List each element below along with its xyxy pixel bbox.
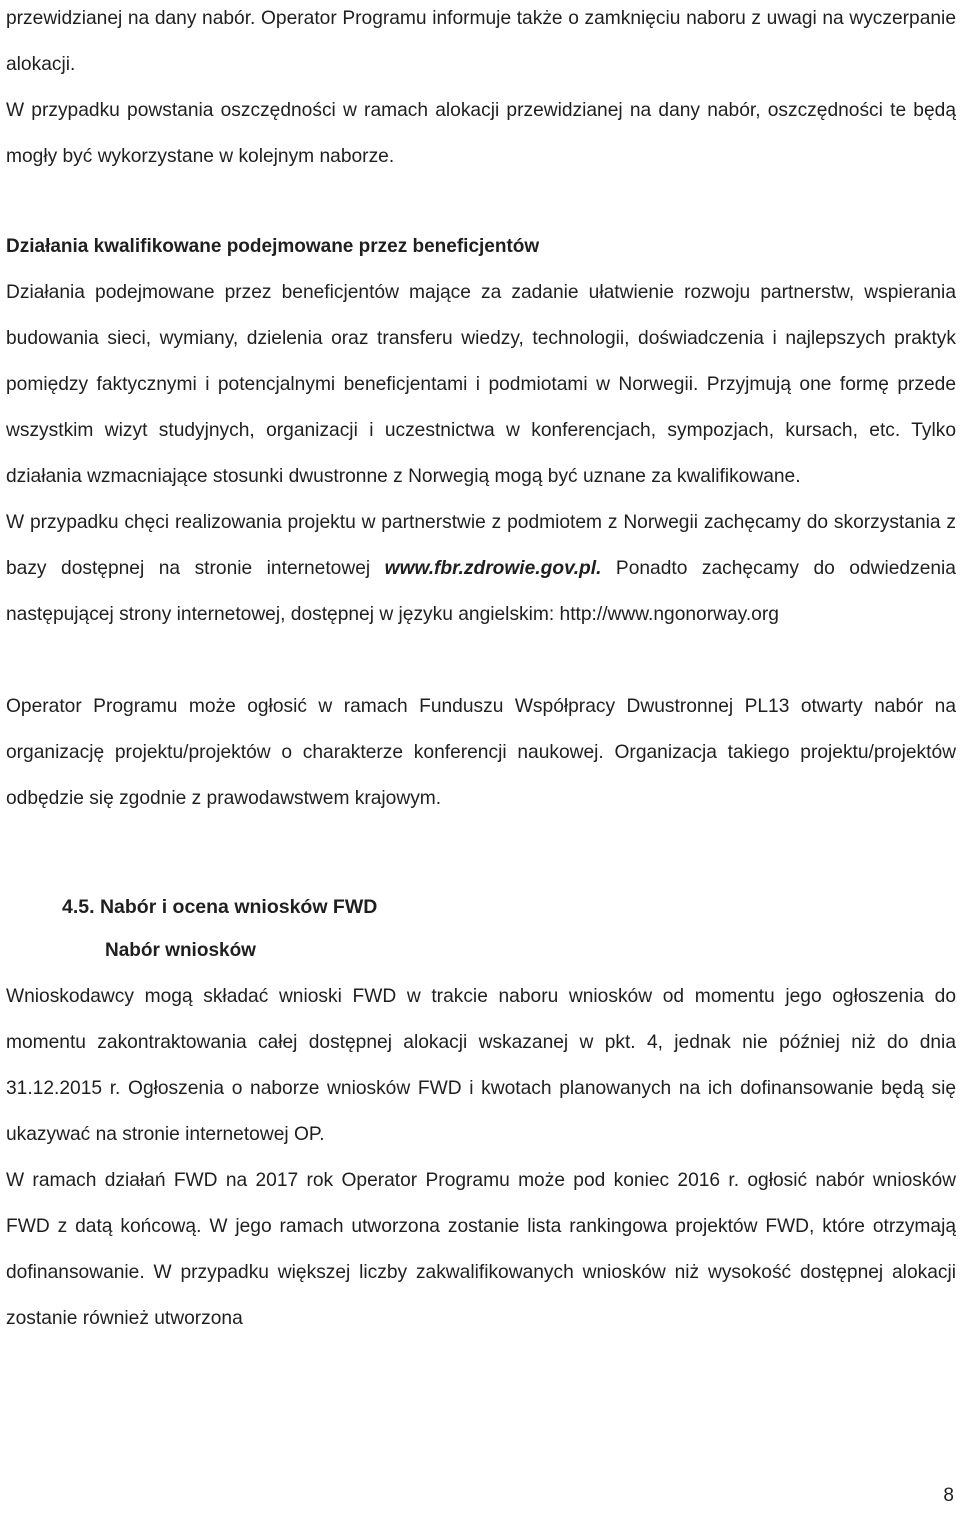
section-subtitle: Nabór wniosków: [105, 940, 256, 961]
recruitment-text-2: W ramach działań FWD na 2017 rok Operator Programu może pod koniec 2016 r. ogłosić nabór wniosków FWD z datą końcową. W jego ramach utworzona zostanie lista rankingowa projektów FWD, które otrzymają dofinansowanie. W przypadku większej liczby zakwalifikowanych wniosków niż wysokość dostępnej alokacji zostanie również utworzona: [6, 1170, 956, 1329]
intro-text-2: W przypadku powstania oszczędności w ramach alokacji przewidzianej na dany nabór, oszczędności te będą mogły być wykorzystane w kolejnym naborze.: [6, 100, 956, 167]
conference-text: Operator Programu może ogłosić w ramach Funduszu Współpracy Dwustronnej PL13 otwarty nabór na organizację projektu/projektów o charakterze konferencji naukowej. Organizacja takiego projektu/projektów odbędzie się zgodnie z prawodawstwem krajowym.: [6, 696, 956, 809]
section-number: 4.5.: [62, 896, 95, 918]
qualified-text-2b: Ponadto zachęcamy do odwiedzenia następującej strony internetowej, dostępnej w języku angielskim: http://www.ngonorway.org: [6, 558, 956, 625]
document-page: [6, 0, 956, 1342]
recruitment-paragraph-1: [6, 974, 956, 1158]
fbr-website-link[interactable]: www.fbr.zdrowie.gov.pl.: [384, 558, 602, 579]
section-title-4-5: [6, 884, 956, 930]
intro-paragraph-1: [6, 0, 956, 88]
qualified-text-1b: Przyjmują one formę przede wszystkim wizyt studyjnych, organizacji i uczestnictwa w konferencjach, sympozjach, kursach, etc. Tylko działania wzmacniające stosunki dwustronne z Norwegią mogą być uznane za kwalifikowane.: [6, 374, 956, 487]
qualified-text-2a: W przypadku chęci realizowania projektu w partnerstwie z podmiotem z Norwegii zachęcamy do skorzystania z bazy dostępnej na stronie internetowej: [6, 512, 956, 579]
page-number: 8: [943, 1485, 954, 1506]
qualified-paragraph-1: [6, 270, 956, 500]
recruitment-text-1: Wnioskodawcy mogą składać wnioski FWD w trakcie naboru wniosków od momentu jego ogłoszenia do momentu zakontraktowania całej dostępnej alokacji wskazanej w pkt. 4, jednak nie później niż do dnia 31.12.2015 r. Ogłoszenia o naborze wniosków FWD i kwotach planowanych na ich dofinansowanie będą się ukazywać na stronie internetowej OP.: [6, 986, 956, 1145]
intro-text-1: przewidzianej na dany nabór. Operator Programu informuje także o zamknięciu naboru z uwagi na wyczerpanie alokacji.: [6, 8, 956, 75]
qualified-paragraph-2: [6, 500, 956, 638]
section-title: Nabór i ocena wniosków FWD: [99, 896, 378, 918]
intro-paragraph-2: [6, 88, 956, 180]
qualified-text-1a: Działania podejmowane przez beneficjentów mające za zadanie ułatwienie rozwoju partnerstw, wspierania budowania sieci, wymiany, dzielenia oraz transferu wiedzy, technologii, doświadczenia i najlepszych praktyk pomiędzy faktycznymi i potencjalnymi beneficjentami i podmiotami w Norwegii.: [6, 282, 956, 395]
section-heading-qualified: Działania kwalifikowane podejmowane przez beneficjentów: [6, 236, 540, 257]
recruitment-paragraph-2: [6, 1158, 956, 1342]
conference-paragraph: [6, 684, 956, 822]
